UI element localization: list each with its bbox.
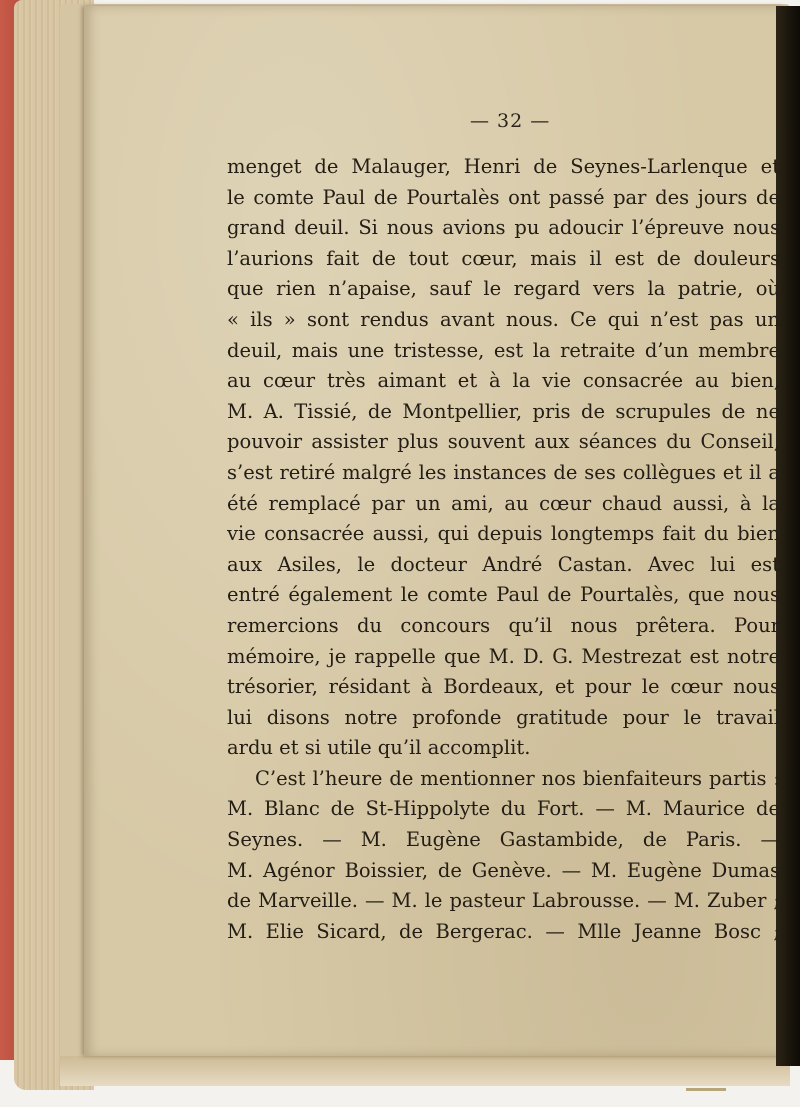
text-line: M. A. Tissié, de Montpellier, pris de scrupules de ne [227,399,780,423]
page-bottom-mark [686,1088,726,1091]
text-line: au cœur très aimant et à la vie consacrée au bien, [227,369,780,393]
text-line: C’est l’heure de mentionner nos bienfaiteurs partis : [255,766,780,790]
text-line: Seynes. — M. Eugène Gastambide, de Paris. — [227,828,780,852]
text-line: M. Agénor Boissier, de Genève. — M. Eugène Dumas [227,858,780,882]
text-line: mémoire, je rappelle que M. D. G. Mestrezat est notre [227,644,780,668]
text-line: s’est retiré malgré les instances de ses collègues et il a [227,460,780,484]
text-line: que rien n’apaise, sauf le regard vers la patrie, où [227,277,780,301]
text-line: de Marveille. — M. le pasteur Labrousse. — M. Zuber ; [227,889,780,913]
text-line: menget de Malauger, Henri de Seynes-Larlenque et [227,155,780,178]
text-line: grand deuil. Si nous avions pu adoucir l’épreuve nous [227,216,780,240]
text-line: remercions du concours qu’il nous prêtera. Pour [227,613,780,637]
text-line: été remplacé par un ami, au cœur chaud aussi, à la [227,491,780,515]
body-text [227,152,780,947]
text-line: entré également le comte Paul de Pourtalès, que nous [227,583,780,607]
text-line: deuil, mais une tristesse, est la retraite d’un membre [227,338,780,362]
text-line: pouvoir assister plus souvent aux séances du Conseil, [227,430,780,454]
text-line: « ils » sont rendus avant nous. Ce qui n’est pas un [227,307,780,331]
bottom-page-edge [60,1056,790,1086]
text-line: aux Asiles, le docteur André Castan. Avec lui est [227,552,780,576]
text-line: trésorier, résidant à Bordeaux, et pour le cœur nous [227,675,780,699]
text-line: l’aurions fait de tout cœur, mais il est de douleurs [227,246,780,270]
text-line: M. Elie Sicard, de Bergerac. — Mlle Jeanne Bosc ; [227,919,780,943]
page-number: — 32 — [470,110,551,132]
text-line: vie consacrée aussi, qui depuis longtemps fait du bien [227,522,780,546]
text-line: M. Blanc de St-Hippolyte du Fort. — M. Maurice de [227,797,780,821]
text-line: le comte Paul de Pourtalès ont passé par des jours de [227,185,780,209]
text-line: lui disons notre profonde gratitude pour le travail [227,705,780,729]
text-line: ardu et si utile qu’il accomplit. [227,736,531,760]
